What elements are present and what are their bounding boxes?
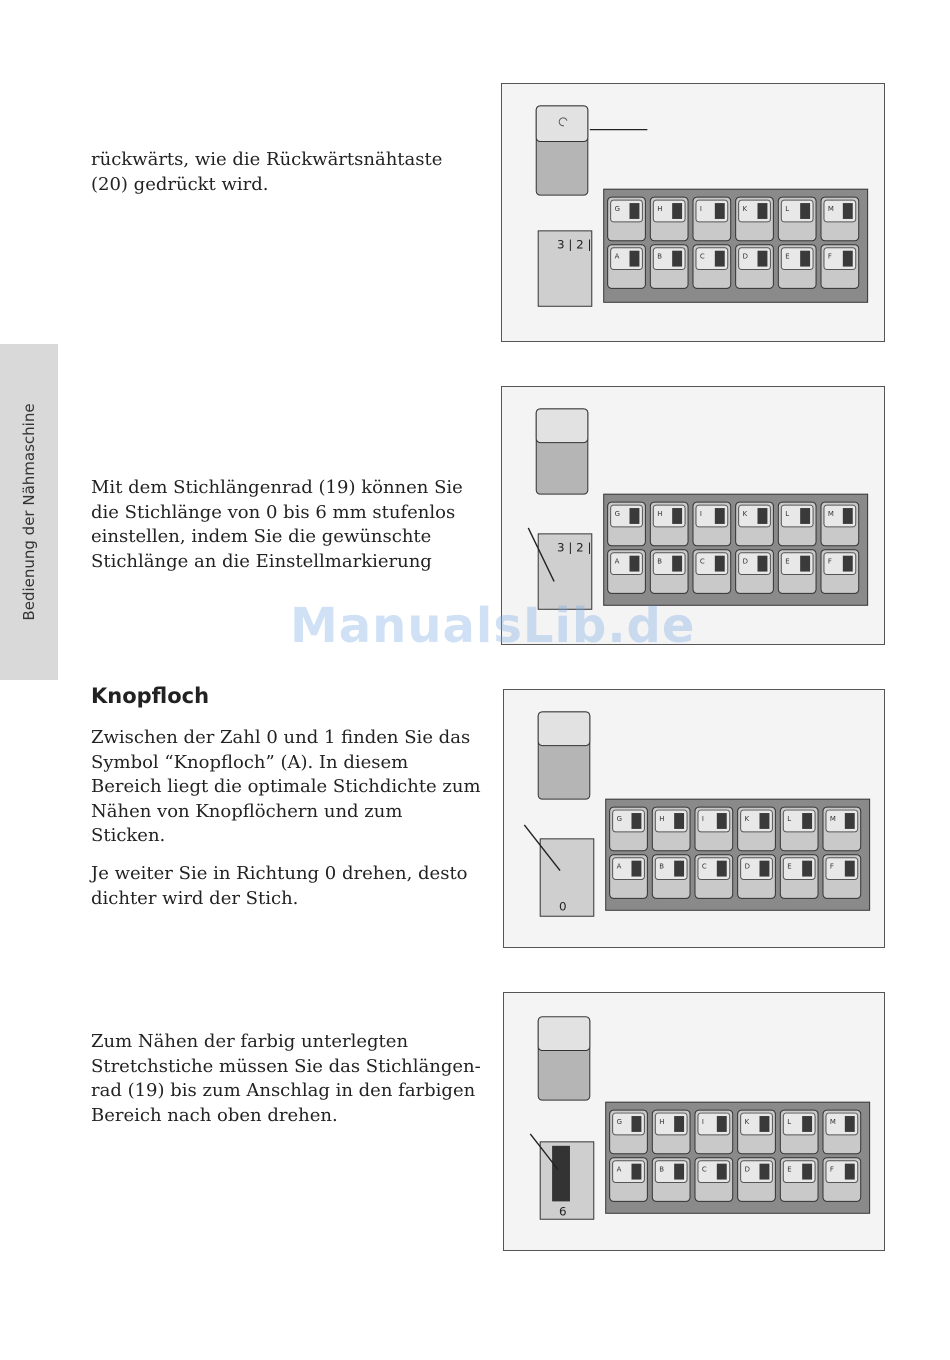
paragraph-reverse: rückwärts, wie die Rückwärtsnähtaste (20) gedrückt wird. — [91, 149, 443, 195]
stitch-key-h — [650, 502, 688, 546]
stitch-key-letter: B — [659, 862, 665, 871]
stitch-key-g — [608, 197, 646, 241]
stitch-key-letter: L — [785, 509, 790, 518]
stitch-key-k — [736, 197, 774, 241]
paragraph-stretch: Zum Nähen der farbig unterlegten Stretchstiche müssen Sie das Stichlängen-rad (19) bis zum Anschlag in den farbigen Bereich nach oben drehen. — [91, 1031, 481, 1126]
stitch-key-letter: A — [616, 862, 622, 871]
dial-label: 0 — [559, 899, 567, 914]
stitch-key-i — [695, 807, 733, 851]
stitch-key-letter: I — [699, 205, 702, 214]
stitch-key-letter: D — [744, 1165, 750, 1174]
heading-buttonhole: Knopfloch — [91, 684, 210, 708]
stitch-key-e — [780, 855, 818, 899]
stitch-key-d — [738, 1158, 776, 1202]
stitch-key-i — [693, 502, 731, 546]
stitch-key-letter: A — [614, 557, 620, 566]
stitch-key-letter: E — [787, 1165, 792, 1174]
stitch-key-letter: L — [785, 205, 790, 214]
paragraph-density: Je weiter Sie in Richtung 0 drehen, desto dichter wird der Stich. — [91, 863, 468, 909]
stitch-key-d — [736, 550, 774, 594]
dial-label: 6 — [559, 1204, 567, 1219]
stitch-key-letter: M — [829, 1117, 836, 1126]
machine-panel-illustration — [504, 690, 884, 947]
stitch-key-letter: B — [657, 557, 663, 566]
watermark: ManualsLib.de — [290, 598, 696, 654]
stitch-key-b — [650, 245, 688, 289]
figure-buttonhole — [503, 689, 885, 948]
stitch-key-e — [780, 1158, 818, 1202]
stitch-key-letter: K — [744, 814, 750, 823]
stitch-key-f — [821, 550, 859, 594]
stitch-key-g — [610, 1110, 648, 1154]
paragraph-buttonhole: Zwischen der Zahl 0 und 1 finden Sie das Symbol “Knopfloch” (A). In diesem Bereich liegt die optimale Stichdichte zum Nähen von Knopflöchern und zum Sticken. — [91, 727, 481, 846]
stitch-key-letter: C — [701, 1165, 707, 1174]
stitch-key-letter: E — [785, 557, 790, 566]
stitch-key-letter: I — [701, 814, 704, 823]
stitch-key-a — [608, 245, 646, 289]
stitch-key-letter: D — [742, 557, 748, 566]
stitch-key-letter: G — [616, 814, 622, 823]
side-tab-label: Bedienung der Nähmaschine — [20, 403, 38, 621]
stitch-key-letter: G — [616, 1117, 622, 1126]
side-tab — [0, 344, 58, 680]
stitch-key-letter: C — [699, 557, 705, 566]
stitch-key-m — [823, 807, 861, 851]
stitch-key-d — [738, 855, 776, 899]
stitch-key-letter: K — [744, 1117, 750, 1126]
stitch-key-letter: A — [616, 1165, 622, 1174]
stitch-key-m — [821, 502, 859, 546]
stitch-key-letter: F — [829, 1165, 834, 1174]
figure-stretch-stitches — [503, 992, 885, 1251]
stitch-key-letter: H — [659, 814, 665, 823]
stitch-key-h — [652, 807, 690, 851]
stitch-key-b — [650, 550, 688, 594]
stitch-key-f — [821, 245, 859, 289]
stitch-key-a — [610, 855, 648, 899]
stitch-key-l — [778, 502, 816, 546]
machine-panel-illustration — [502, 84, 884, 341]
stitch-key-i — [693, 197, 731, 241]
stitch-key-letter: G — [614, 509, 621, 518]
stitch-key-m — [821, 197, 859, 241]
stitch-key-letter: C — [701, 862, 707, 871]
dial-label: 3 | 2 | — [557, 237, 592, 252]
stitch-key-k — [736, 502, 774, 546]
stitch-key-a — [608, 550, 646, 594]
stitch-key-f — [823, 1158, 861, 1202]
stitch-key-letter: M — [829, 814, 836, 823]
stitch-key-h — [650, 197, 688, 241]
stitch-key-letter: F — [827, 252, 832, 261]
stitch-key-c — [695, 855, 733, 899]
stitch-key-letter: H — [657, 205, 663, 214]
stitch-key-letter: M — [827, 205, 834, 214]
colored-range — [552, 1146, 570, 1202]
stitch-key-letter: B — [657, 252, 663, 261]
stitch-key-i — [695, 1110, 733, 1154]
stitch-key-e — [778, 550, 816, 594]
stitch-key-g — [608, 502, 646, 546]
stitch-key-d — [736, 245, 774, 289]
stitch-key-letter: H — [659, 1117, 665, 1126]
stitch-key-letter: M — [827, 509, 834, 518]
stitch-key-letter: B — [659, 1165, 665, 1174]
stitch-key-letter: F — [827, 557, 832, 566]
stitch-key-c — [693, 550, 731, 594]
stitch-key-letter: G — [614, 205, 621, 214]
stitch-key-a — [610, 1158, 648, 1202]
stitch-key-letter: E — [785, 252, 790, 261]
stitch-key-e — [778, 245, 816, 289]
stitch-key-c — [693, 245, 731, 289]
stitch-key-letter: D — [744, 862, 750, 871]
stitch-key-k — [738, 1110, 776, 1154]
stitch-key-k — [738, 807, 776, 851]
stitch-key-b — [652, 1158, 690, 1202]
stitch-key-letter: D — [742, 252, 748, 261]
stitch-key-letter: L — [787, 1117, 792, 1126]
stitch-key-b — [652, 855, 690, 899]
stitch-key-l — [778, 197, 816, 241]
stitch-key-l — [780, 807, 818, 851]
stitch-key-letter: I — [699, 509, 702, 518]
stitch-key-g — [610, 807, 648, 851]
stitch-key-letter: H — [657, 509, 663, 518]
stitch-key-letter: K — [742, 509, 748, 518]
stitch-key-h — [652, 1110, 690, 1154]
stitch-key-c — [695, 1158, 733, 1202]
stitch-key-letter: L — [787, 814, 792, 823]
stitch-key-letter: E — [787, 862, 792, 871]
stitch-key-letter: K — [742, 205, 748, 214]
dial-label: 3 | 2 | — [557, 540, 592, 555]
figure-reverse-button — [501, 83, 885, 342]
stitch-key-letter: I — [701, 1117, 704, 1126]
stitch-key-m — [823, 1110, 861, 1154]
stitch-key-letter: C — [699, 252, 705, 261]
paragraph-stitch-length: Mit dem Stichlängenrad (19) können Sie die Stichlänge von 0 bis 6 mm stufenlos einstellen, indem Sie die gewünschte Stichlänge an die Einstellmarkierung — [91, 477, 463, 572]
stitch-key-l — [780, 1110, 818, 1154]
stitch-key-letter: F — [829, 862, 834, 871]
machine-panel-illustration — [504, 993, 884, 1250]
stitch-key-letter: A — [614, 252, 620, 261]
stitch-key-f — [823, 855, 861, 899]
